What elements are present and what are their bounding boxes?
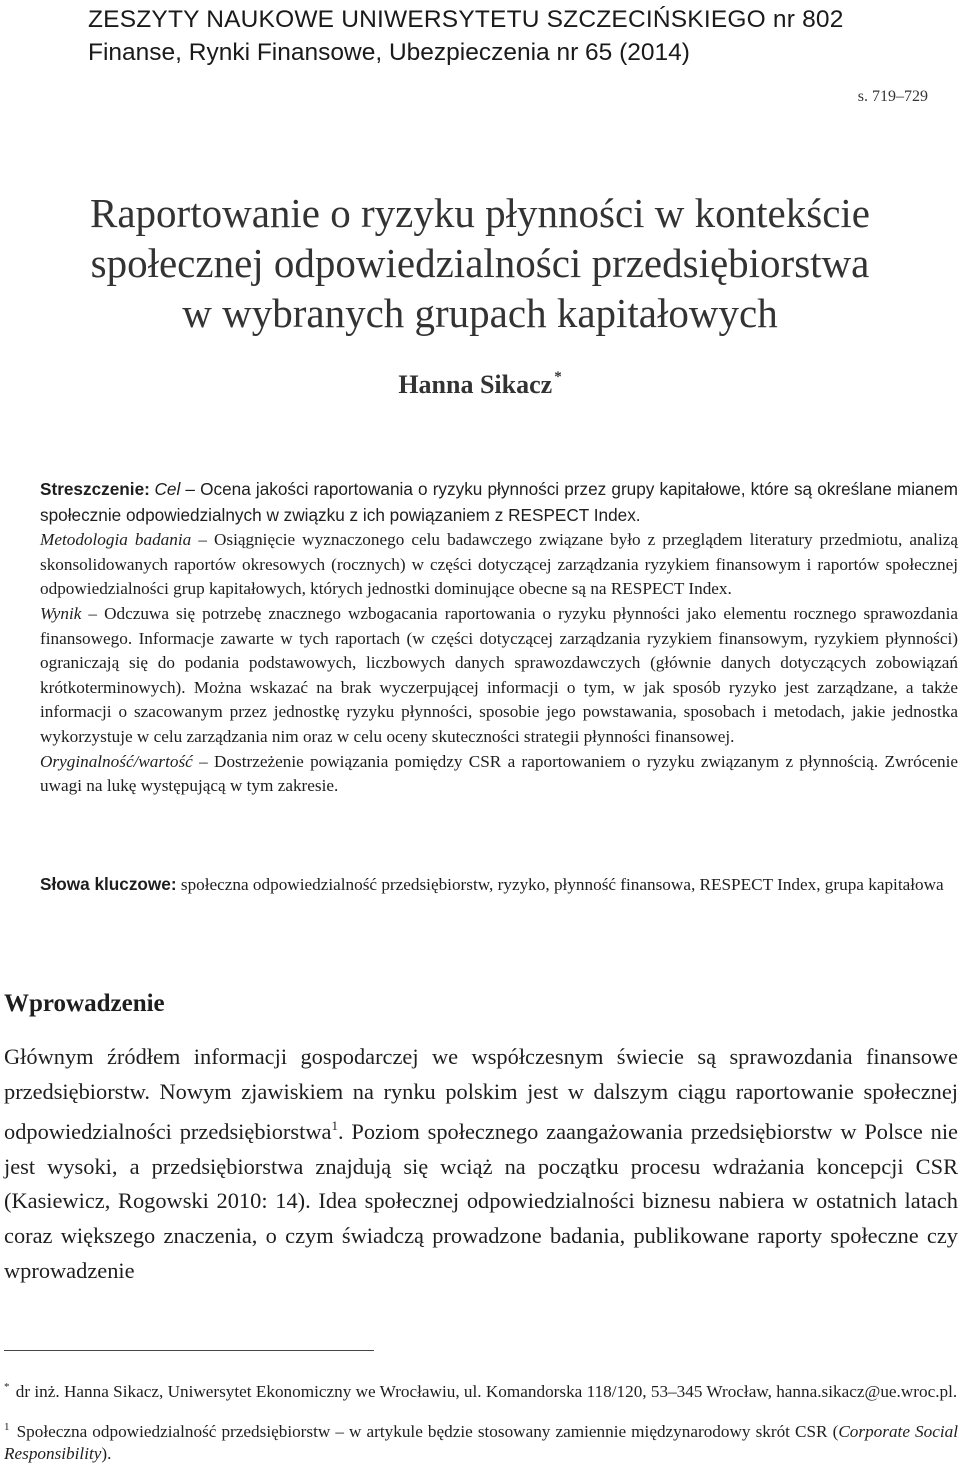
body-paragraph [4, 1040, 958, 1288]
keywords-label: Słowa kluczowe: [40, 874, 177, 894]
keywords [40, 872, 958, 897]
author-text: Hanna Sikacz [398, 370, 553, 399]
footnote-mark: * [4, 1381, 10, 1393]
title-line: Raportowanie o ryzyku płynności w kontekście [90, 190, 870, 236]
footnote-mark: 1 [4, 1420, 10, 1433]
author-footnote-mark: * [554, 369, 562, 385]
footnote-author [4, 1376, 958, 1404]
footnote-1-text: Społeczna odpowiedzialność przedsiębiorstw – w artykule będzie stosowany zamiennie międzynarodowy skrót CSR ( [11, 1421, 839, 1441]
abstract-value-text: – Dostrzeżenie powiązania pomiędzy CSR a raportowaniem o ryzyku związanym z płynnością. Zwrócenie uwagi na lukę występującą w tym zakresie. [40, 751, 958, 796]
journal-series-line: Finanse, Rynki Finansowe, Ubezpieczenia nr 65 (2014) [88, 39, 690, 66]
abstract-method-label: Metodologia badania [40, 530, 192, 550]
footnote-1-end: ). [101, 1444, 112, 1464]
abstract-result [40, 602, 958, 750]
footnote-author-text: dr inż. Hanna Sikacz, Uniwersytet Ekonomiczny we Wrocławiu, ul. Komandorska 118/120, 53–345 Wrocław, hanna.sikacz@ue.wroc.pl. [11, 1382, 958, 1401]
abstract-value-label: Oryginalność/wartość [40, 751, 193, 771]
author-name [0, 369, 960, 400]
abstract-result-label: Wynik [40, 603, 82, 623]
title-line: społecznej odpowiedzialności przedsiębiorstwa [90, 240, 870, 286]
abstract-aim-text: – Ocena jakości raportowania o ryzyku płynności przez grupy kapitałowe, które są określane mianem społecznie odpowiedzialnych w związku z ich powiązaniem z RESPECT Index. [40, 479, 959, 525]
section-heading: Wprowadzenie [4, 990, 165, 1017]
title-line: w wybranych grupach kapitałowych [182, 290, 778, 336]
abstract-aim [40, 477, 958, 528]
abstract-value [40, 750, 958, 799]
abstract-label: Streszczenie: [40, 479, 150, 499]
abstract-method [40, 528, 958, 602]
journal-header [88, 4, 844, 69]
footnote-ref: 1 [331, 1118, 338, 1134]
abstract-result-text: – Odczuwa się potrzebę znacznego wzbogacania raportowania o ryzyku płynności jako elementu rocznego sprawozdania finansowego. Informacje zawarte w tych raportach (w części dotyczącej zarządzania ryzykiem finansowym, ryzykiem płynności) ograniczają się do podania podstawowych, liczbowych danych sprawozdawczych (głównie danych dotyczących zobowiązań krótkoterminowych). Można wskazać na brak wyczerpującej informacji o tym, w jak sposób ryzyko jest zarządzane, a także informacji o szacowanym przez jednostkę ryzyku płynności, sposobie jego powstawania, sposobach i metodach, jakie jednostka wykorzystuje w celu zarządzania nim oraz w celu oceny skuteczności strategii płynności finansowej. [40, 603, 958, 746]
page-range: s. 719–729 [857, 88, 928, 105]
article-title [0, 188, 960, 338]
abstract-aim-label: Cel [154, 479, 181, 499]
body-text-part2: . Poziom społecznego zaangażowania przedsiębiorstw w Polsce nie jest wysoki, a przedsiębiorstwa znajdują się wciąż na początku procesu wdrażania koncepcji CSR (Kasiewicz, Rogowski 2010: 14). Idea społecznej odpowiedzialności biznesu nabiera w ostatnich latach coraz większego znaczenia, o czym świadczą prowadzone badania, publikowane raporty społeczne czy wprowadzenie [4, 1119, 958, 1283]
footnotes [4, 1376, 958, 1466]
keywords-text: społeczna odpowiedzialność przedsiębiorstw, ryzyko, płynność finansowa, RESPECT Index, grupa kapitałowa [176, 875, 944, 894]
abstract [40, 477, 958, 799]
section-body [4, 1040, 958, 1288]
abstract-method-text: – Osiągnięcie wyznaczonego celu badawczego związane było z przeglądem literatury przedmiotu, analizą skonsolidowanych raportów okresowych (rocznych) w części dotyczącej zarządzania ryzykiem finansowym i raportów społecznej odpowiedzialności grup kapitałowych, których jednostki dominujące obecne są na RESPECT Index. [40, 530, 958, 599]
body-text-part1: Głównym źródłem informacji gospodarczej we współczesnym świecie są sprawozdania finansowe przedsiębiorstw. Nowym zjawiskiem na rynku polskim jest w dalszym ciągu raportowanie społecznej odpowiedzialności przedsiębiorstwa [4, 1044, 958, 1145]
journal-name-line: ZESZYTY NAUKOWE UNIWERSYTETU SZCZECIŃSKIEGO nr 802 [88, 6, 844, 33]
footnote-divider [4, 1350, 374, 1351]
footnote-1 [4, 1416, 958, 1466]
footnote-1-italic: Corporate Social Responsibility [4, 1421, 958, 1464]
